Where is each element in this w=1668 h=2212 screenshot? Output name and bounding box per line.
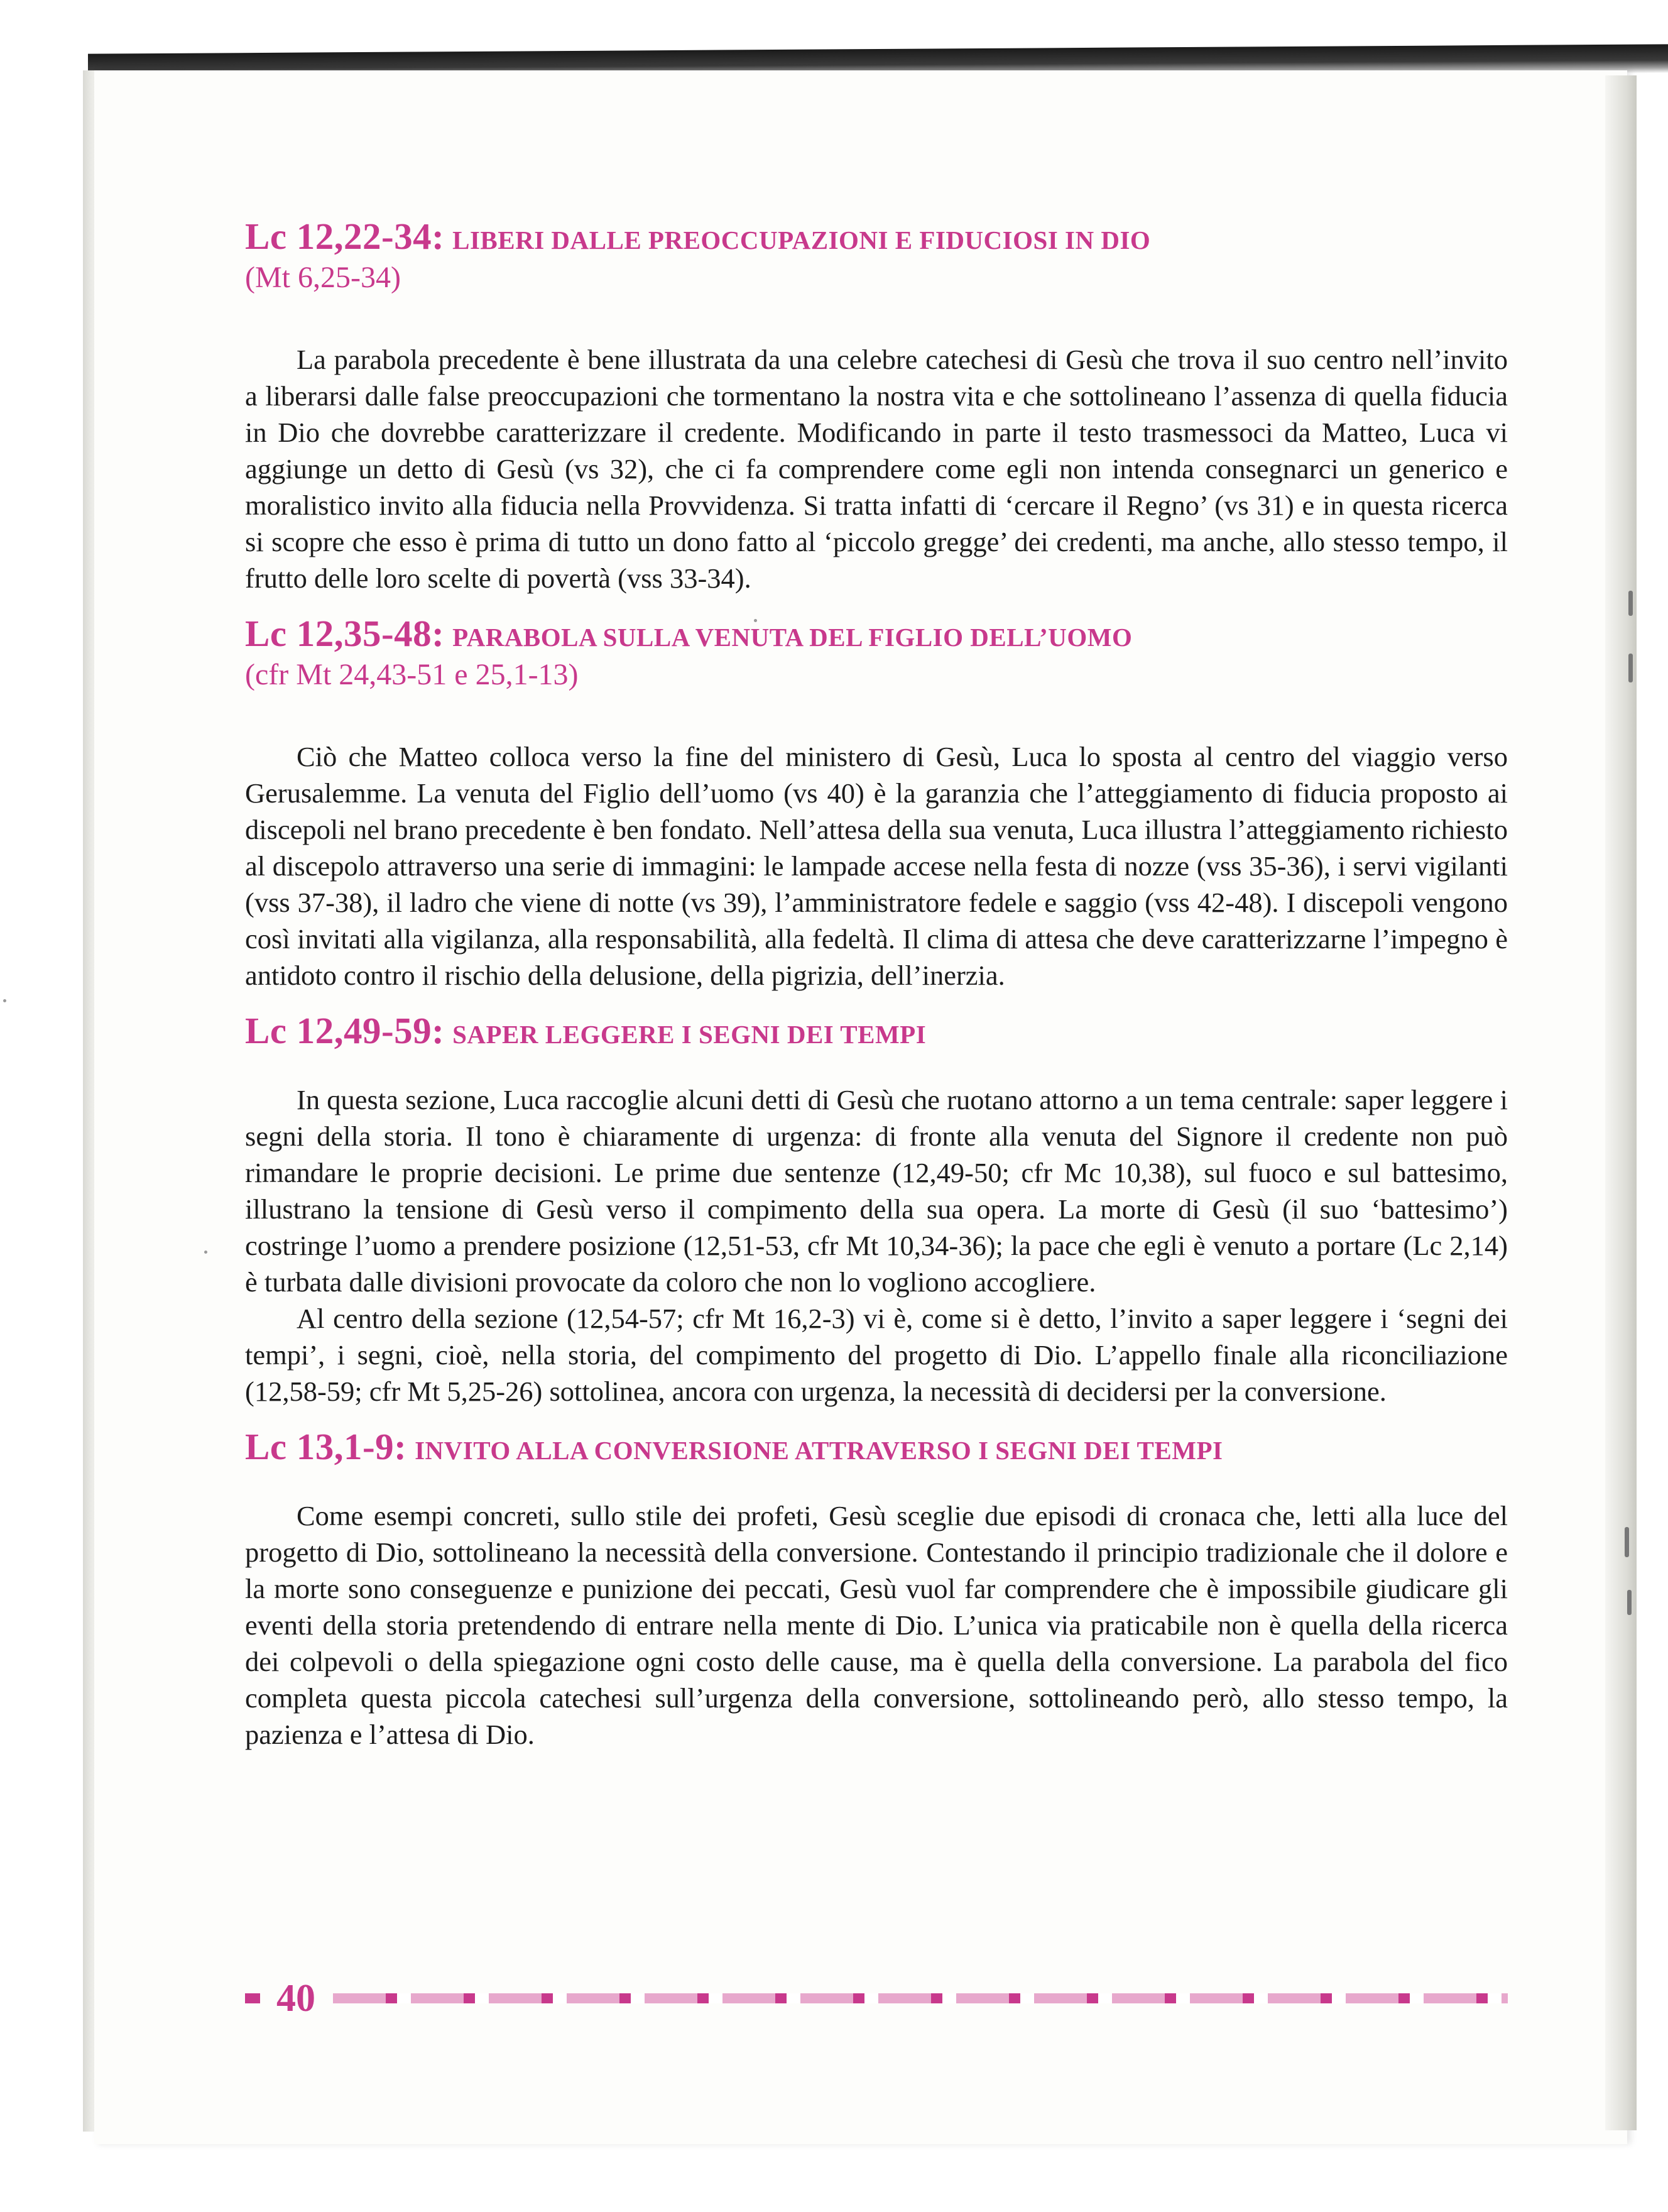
page-stack-right [1605, 75, 1637, 2130]
section-title: SAPER LEGGERE I SEGNI DEI TEMPI [452, 1020, 927, 1049]
section-paragraph: Come esempi concreti, sullo stile dei profeti, Gesù sceglie due episodi di cronaca che, letti alla luce del progetto di Dio, sottolineano la necessità della conversione. Contestando il principio tradizionale che il dolore e la morte sono conseguenze e punizione dei peccati, Gesù vuol far comprendere che è impossibile giudicare gli eventi della storia pretendendo di entrare nella mente di Dio. L’unica via praticabile non è quella della ricerca dei colpevoli o della spiegazione ogni costo delle cause, ma è quella della conversione. La parabola del fico completa questa piccola catechesi sull’urgenza della conversione, sottolineando però, allo stesso tempo, la pazienza e l’attesa di Dio. [245, 1500, 1508, 1750]
section-lc-13-1-9 [245, 1427, 1508, 1753]
section-paragraph: Al centro della sezione (12,54-57; cfr Mt 16,2-3) vi è, come si è detto, l’invito a saper leggere i ‘segni dei tempi’, i segni, cioè, nella storia, del compimento del progetto di Dio. L’appello finale alla riconciliazione (12,58-59; cfr Mt 5,25-26) sottolinea, ancora con urgenza, la necessità di decidersi per la conversione. [245, 1303, 1508, 1407]
section-heading [245, 217, 1508, 260]
section-title: INVITO ALLA CONVERSIONE ATTRAVERSO I SEGNI DEI TEMPI [415, 1436, 1223, 1465]
section-lc-12-35-48 [245, 614, 1508, 994]
section-heading [245, 614, 1508, 657]
section-paragraph: In questa sezione, Luca raccoglie alcuni detti di Gesù che ruotano attorno a un tema centrale: saper leggere i segni della storia. Il tono è chiaramente di urgenza: di fronte alla venuta del Signore il credente non può rimandare le proprie decisioni. Le prime due sentenze (12,49-50; cfr Mc 10,38), sul fuoco e sul battesimo, illustrano la tensione di Gesù verso il compimento della sua opera. La morte di Gesù (il suo ‘battesimo’) costringe l’uomo a prendere posizione (12,51-53, cfr Mt 10,34-36); la pace che egli è venuto a portare (Lc 2,14) è turbata dalle divisioni provocate da coloro che non lo vogliono accogliere. [245, 1084, 1508, 1298]
footer-decorative-bar [333, 1993, 1508, 2003]
section-reference: Lc 12,49-59: [245, 1010, 445, 1051]
section-title: PARABOLA SULLA VENUTA DEL FIGLIO DELL’UOMO [452, 623, 1133, 652]
section-reference: Lc 12,35-48: [245, 613, 445, 654]
section-title: LIBERI DALLE PREOCCUPAZIONI E FIDUCIOSI IN DIO [452, 226, 1151, 255]
binding-staple-mark [1628, 591, 1633, 616]
section-reference: Lc 12,22-34: [245, 216, 445, 257]
page-footer [245, 1977, 1508, 2020]
section-parallel-reference: (Mt 6,25-34) [245, 261, 401, 294]
page-number: 40 [276, 1977, 315, 2020]
section-parallel-reference: (cfr Mt 24,43-51 e 25,1-13) [245, 658, 579, 691]
section-lc-12-22-34 [245, 217, 1508, 596]
binding-staple-mark [1628, 654, 1633, 682]
footer-decoration [245, 1993, 260, 2003]
binding-staple-mark [1627, 1590, 1632, 1615]
scan-speck [3, 999, 6, 1002]
section-heading [245, 1427, 1508, 1470]
section-reference: Lc 13,1-9: [245, 1426, 407, 1467]
section-paragraph: Ciò che Matteo colloca verso la fine del ministero di Gesù, Luca lo sposta al centro del viaggio verso Gerusalemme. La venuta del Figlio dell’uomo (vs 40) è la garanzia che l’atteggiamento di fiducia proposto ai discepoli nel brano precedente è ben fondato. Nell’attesa della sua venuta, Luca illustra l’atteggiamento richiesto al discepolo attraverso una serie di immagini: le lampade accese nella festa di nozze (vss 35-36), i servi vigilanti (vss 37-38), il ladro che viene di notte (vs 39), l’amministratore fedele e saggio (vss 42-48). I discepoli vengono così invitati alla vigilanza, alla responsabilità, alla fedeltà. Il clima di attesa che deve caratterizzarne l’impegno è antidoto contro il rischio della delusione, della pigrizia, dell’inerzia. [245, 741, 1508, 991]
section-heading [245, 1011, 1508, 1054]
article-body [245, 217, 1508, 1753]
section-paragraph: La parabola precedente è bene illustrata da una celebre catechesi di Gesù che trova il suo centro nell’invito a liberarsi dalle false preoccupazioni che tormentano la nostra vita e che sottolineano l’assenza di quella fiducia in Dio che dovrebbe caratterizzare il credente. Modificando in parte il testo trasmessoci da Matteo, Luca vi aggiunge un detto di Gesù (vs 32), che ci fa comprendere come egli non intenda consegnarci un generico e moralistico invito alla fiducia nella Provvidenza. Si tratta infatti di ‘cercare il Regno’ (vs 31) e in questa ricerca si scopre che esso è prima di tutto un dono fatto al ‘piccolo gregge’ dei credenti, ma anche, allo stesso tempo, il frutto delle loro scelte di povertà (vss 33-34). [245, 344, 1508, 594]
section-lc-12-49-59 [245, 1011, 1508, 1410]
scan-speck [204, 1251, 207, 1254]
binding-staple-mark [1625, 1527, 1629, 1557]
